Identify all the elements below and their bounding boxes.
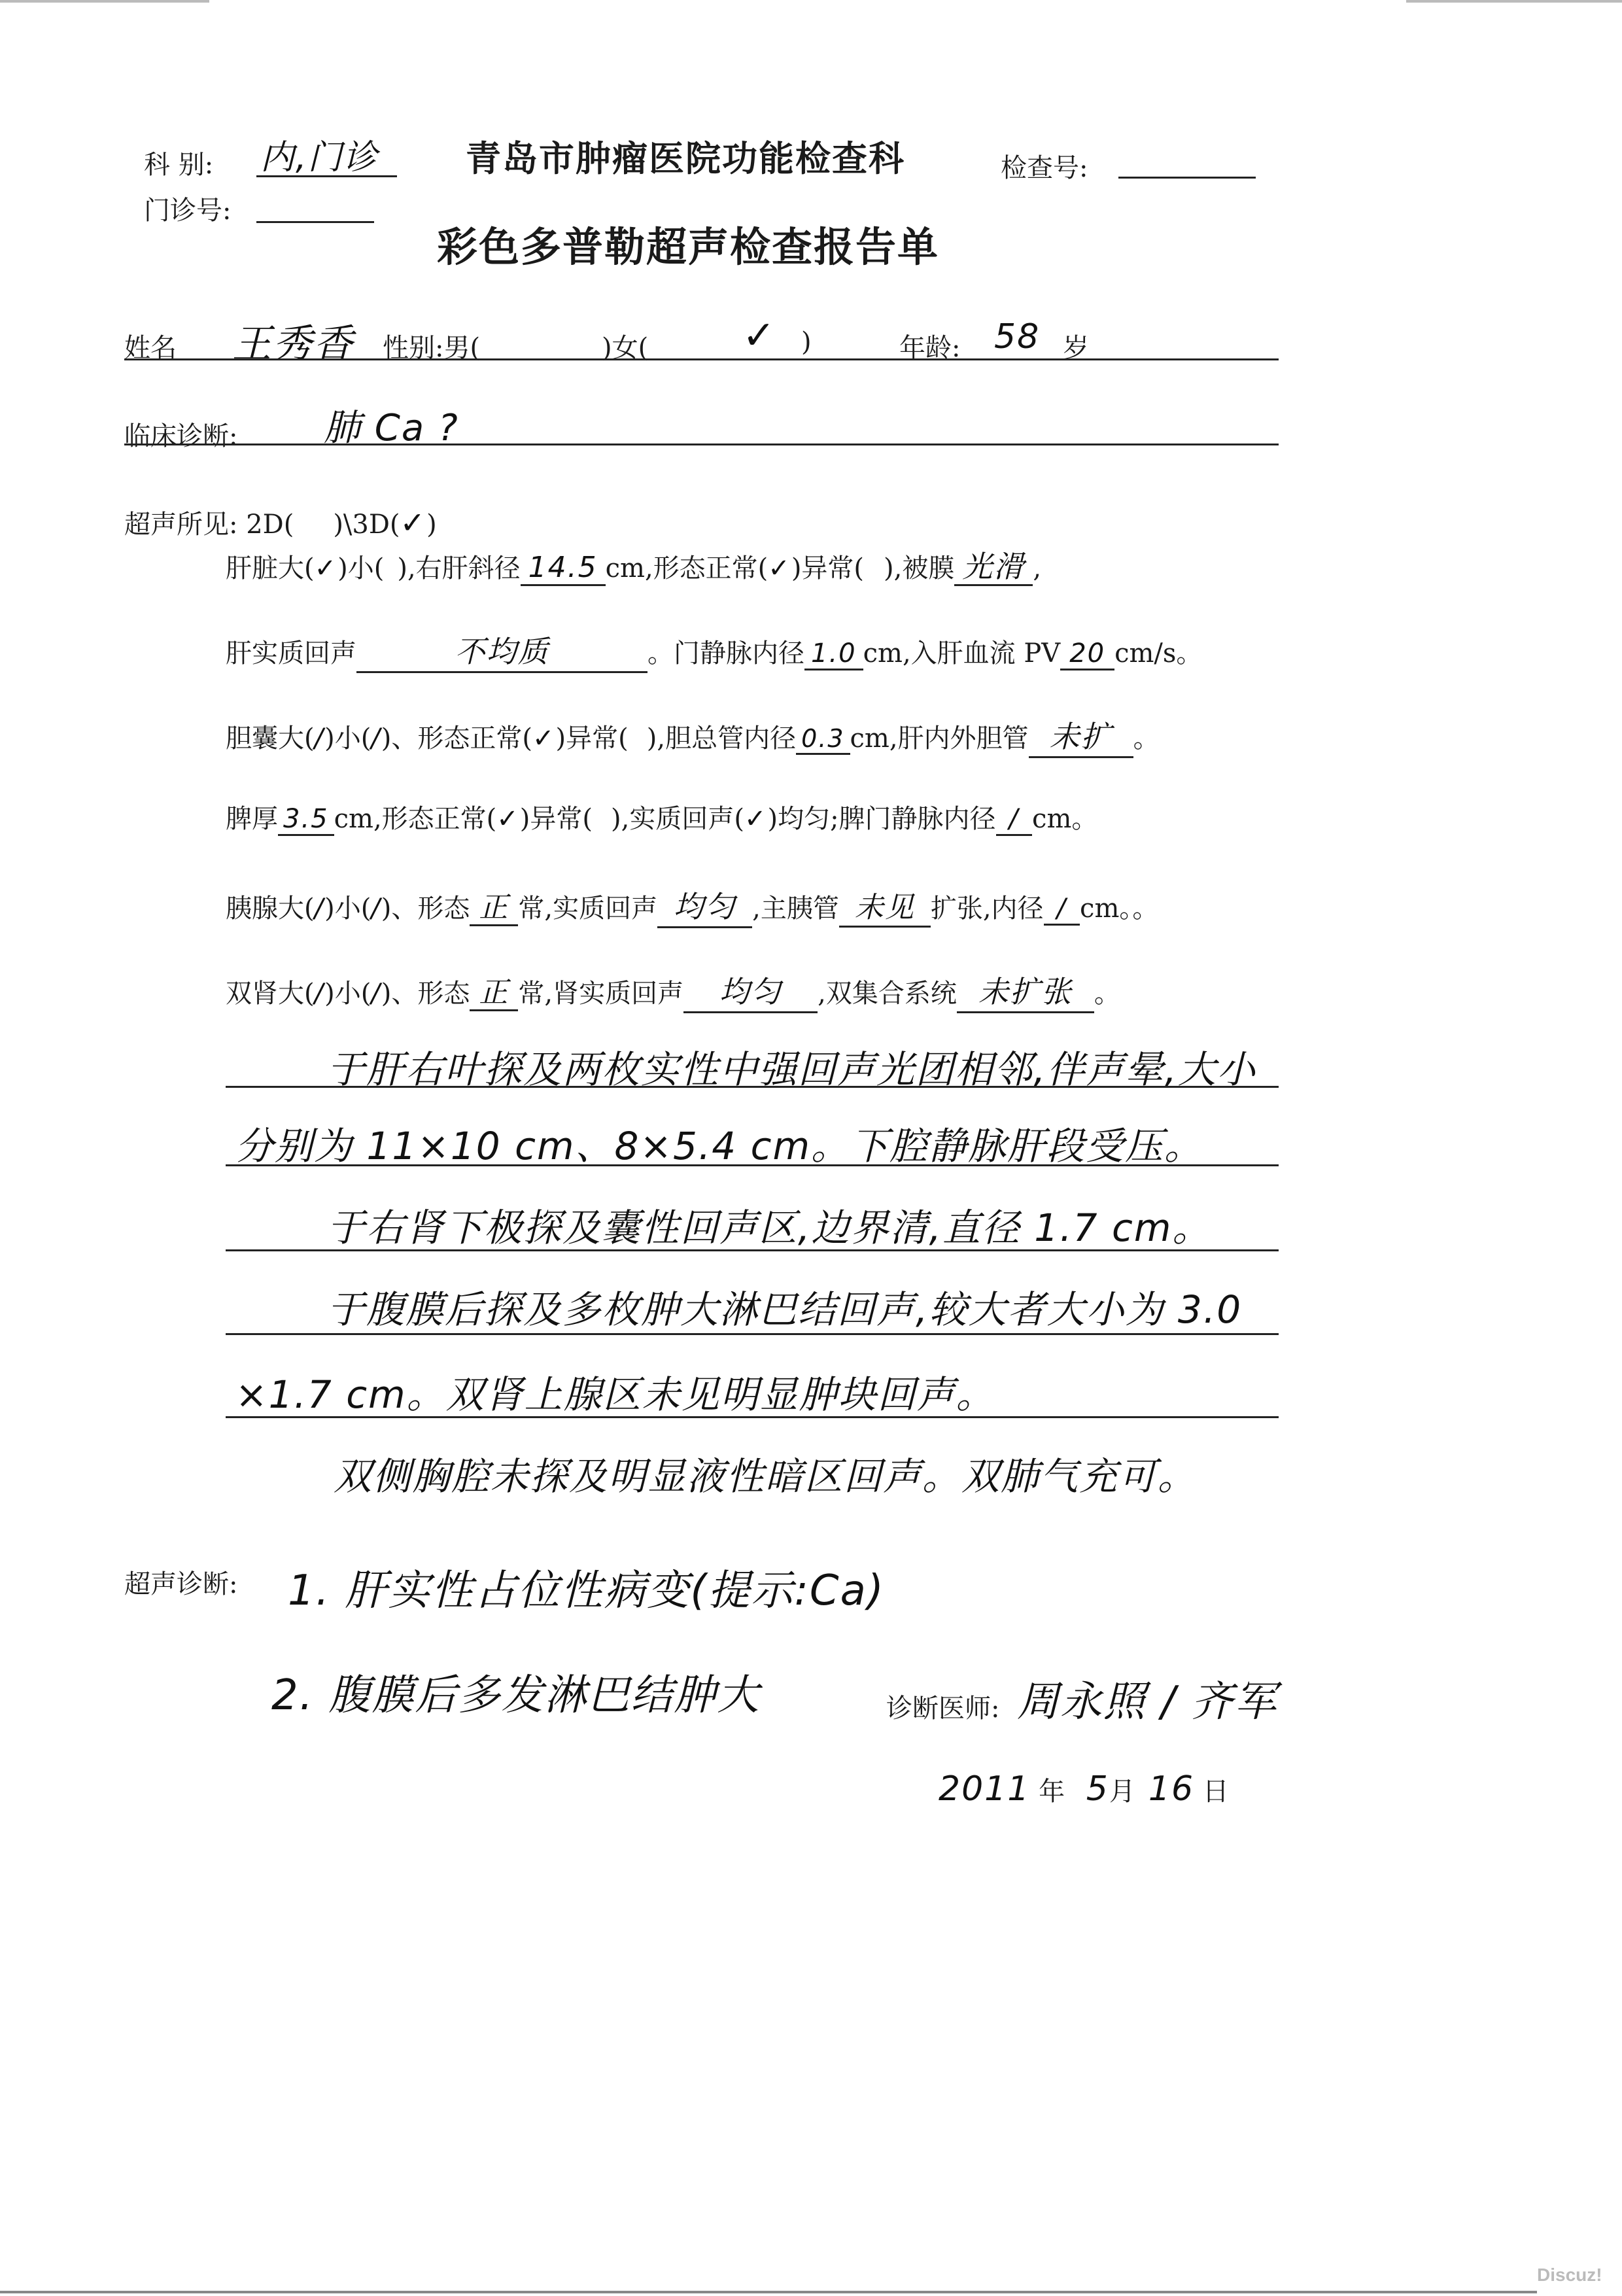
patient-sex-close: ) (801, 327, 812, 357)
hospital-name: 青岛市肿瘤医院功能检查科 (466, 137, 905, 179)
pancreas-echo-label: 常,实质回声 (518, 894, 658, 924)
pancreas-line (226, 883, 1158, 928)
kidney-line (226, 968, 1120, 1013)
spleen-normal-label: cm,形态正常( (334, 804, 497, 834)
parenchyma-echo-value: 不均质 (356, 628, 647, 673)
liver-line-end: , (1033, 553, 1042, 583)
patient-name-label: 姓名 (124, 333, 177, 363)
clinical-diagnosis-rule (124, 444, 1279, 445)
bile-ducts-value: 未扩 (1029, 713, 1133, 758)
pancreas-small-value: / (371, 894, 381, 924)
scan-edge-bottom (0, 2291, 1537, 2293)
exam-number-label: 检查号: (1001, 153, 1088, 183)
gallbladder-abnormal-label: )异常( (555, 723, 629, 754)
patient-line-rule (124, 358, 1279, 360)
kidney-small-label: )小( (324, 979, 371, 1009)
splenic-vein-label: )均匀;脾门静脉内径 (767, 804, 996, 834)
finding-rule-3 (226, 1249, 1279, 1251)
diagnosis-item-2: 2. 腹膜后多发淋巴结肿大 (271, 1671, 761, 1720)
finding-rule-1 (226, 1086, 1279, 1088)
patient-sex-mid: )女( (602, 333, 649, 363)
gallbladder-big-value: / (314, 723, 325, 754)
kidney-echo-value: 均匀 (683, 968, 818, 1013)
findings-header-label: 超声所见: 2D( (124, 510, 294, 540)
collecting-system-value: 未扩张 (957, 968, 1094, 1013)
date-day: 16 (1148, 1769, 1195, 1809)
pv-flow-value: 20 (1060, 638, 1114, 670)
spleen-echo-value: ✓ (744, 804, 768, 834)
pancreatic-duct-value: 未见 (839, 884, 931, 928)
kidney-big-value: / (314, 979, 325, 1009)
findings-header-close: ) (426, 510, 437, 540)
watermark-text: Discuz! (1537, 2265, 1602, 2285)
date-month-unit: 月 (1109, 1777, 1135, 1807)
liver-diameter-label: ),右肝斜径 (397, 553, 521, 583)
pv-flow-label: cm,入肝血流 PV (863, 638, 1061, 669)
spleen-echo-label: ),实质回声( (611, 804, 744, 834)
liver-capsule-value: 光滑 (954, 549, 1033, 586)
liver-diameter-value: 14.5 (521, 551, 606, 586)
scan-edge-top-left (0, 0, 209, 3)
finding-note-1: 于肝右叶探及两枚实性中强回声光团相邻,伴声晕,大小 (327, 1047, 1256, 1092)
gallbladder-small-label: )小( (324, 723, 371, 754)
findings-header (124, 504, 437, 541)
finding-rule-5 (226, 1416, 1279, 1418)
clinical-diagnosis-value: 肺 Ca ? (324, 407, 459, 449)
bile-ducts-label: cm,肝内外胆管 (850, 723, 1029, 754)
pancreatic-duct-inner-value: / (1044, 894, 1080, 926)
spleen-line (226, 798, 1097, 835)
finding-note-2: 分别为 11×10 cm、8×5.4 cm。下腔静脉肝段受压。 (235, 1124, 1204, 1168)
cbd-label: ),胆总管内径 (646, 723, 797, 754)
spleen-thickness-value: 3.5 (278, 804, 334, 836)
kidney-shape-value: 正 (470, 976, 518, 1011)
exam-number-field (1118, 145, 1256, 179)
patient-age-unit: 岁 (1063, 333, 1089, 363)
pancreas-line-end: cm。。 (1080, 894, 1159, 924)
kidney-big-label: 双肾大( (226, 979, 315, 1009)
finding-note-3: 于右肾下极探及囊性回声区,边界清,直径 1.7 cm。 (327, 1206, 1212, 1250)
clinical-diagnosis-label: 临床诊断: (124, 421, 238, 451)
pancreatic-duct-inner-label: 扩张,内径 (930, 894, 1044, 924)
liver-big-label: 肝脏大( (226, 553, 315, 583)
pancreas-shape-label: )、形态 (381, 894, 470, 924)
finding-note-4: 于腹膜后探及多枚肿大淋巴结回声,较大者大小为 3.0 (327, 1287, 1243, 1332)
patient-sex-female-check: ✓ (742, 313, 777, 358)
pancreas-small-label: )小( (324, 894, 371, 924)
finding-note-5: ×1.7 cm。双肾上腺区未见明显肿块回声。 (235, 1372, 995, 1417)
gallbladder-line-end: 。 (1133, 723, 1160, 754)
findings-3d-check: ✓ (400, 505, 427, 540)
kidney-line-end: 。 (1094, 979, 1120, 1009)
spleen-normal-value: ✓ (496, 804, 520, 834)
patient-age-label: 年龄: (899, 333, 961, 363)
kidney-small-value: / (371, 979, 381, 1009)
patient-age-value: 58 (994, 317, 1041, 357)
doctor-label: 诊断医师: (886, 1694, 1000, 1724)
gallbladder-small-value: / (371, 723, 381, 754)
liver-small-label: )小( (337, 553, 385, 583)
patient-sex-label: 性别:男( (383, 333, 481, 363)
cbd-value: 0.3 (796, 724, 850, 755)
diagnosis-label: 超声诊断: (124, 1569, 238, 1599)
splenic-vein-value: / (996, 804, 1032, 836)
pancreas-shape-value: 正 (470, 891, 518, 926)
date-month: 5 (1086, 1769, 1109, 1809)
date-day-unit: 日 (1202, 1777, 1229, 1807)
pancreas-echo-value: 均匀 (657, 883, 752, 928)
date-year-unit: 年 (1039, 1777, 1065, 1807)
spleen-thickness-label: 脾厚 (226, 804, 278, 834)
gallbladder-normal-label: )、形态正常( (381, 723, 533, 754)
pv-flow-unit: cm/s。 (1114, 638, 1203, 669)
pancreatic-duct-label: ,主胰管 (752, 894, 839, 924)
spleen-abnormal-label: )异常( (519, 804, 593, 834)
collecting-system-label: ,双集合系统 (818, 979, 957, 1009)
department-value: 内,门诊 (260, 138, 379, 177)
liver-normal-value: ✓ (768, 553, 791, 583)
portal-vein-value: 1.0 (804, 638, 863, 670)
department-label: 科 别: (144, 150, 214, 180)
outpatient-number-field (256, 190, 374, 223)
outpatient-number-label: 门诊号: (144, 196, 232, 226)
finding-rule-2 (226, 1164, 1279, 1166)
liver-normal-label: cm,形态正常( (605, 553, 768, 583)
report-title: 彩色多普勒超声检查报告单 (437, 223, 940, 271)
finding-rule-4 (226, 1333, 1279, 1335)
gallbladder-normal-value: ✓ (532, 723, 556, 754)
diagnosis-item-1: 1. 肝实性占位性病变(提示:Ca) (288, 1567, 885, 1615)
parenchyma-line (226, 628, 1202, 673)
kidney-echo-label: 常,肾实质回声 (518, 979, 684, 1009)
liver-capsule-label: ),被膜 (884, 553, 955, 583)
parenchyma-echo-label: 肝实质回声 (226, 638, 356, 669)
gallbladder-big-label: 胆囊大( (226, 723, 315, 754)
patient-name-value: 王秀香 (232, 321, 354, 367)
report-date (939, 1769, 1229, 1809)
liver-line (226, 543, 1041, 586)
scan-edge-top-right (1406, 0, 1622, 3)
pancreas-big-value: / (314, 894, 325, 924)
liver-abnormal-label: )异常( (791, 553, 865, 583)
date-year: 2011 (939, 1769, 1031, 1809)
splenic-vein-unit: cm。 (1032, 804, 1098, 834)
doctor-signature: 周永照 / 齐军 (1017, 1678, 1278, 1726)
kidney-shape-label: )、形态 (381, 979, 470, 1009)
portal-vein-label: 。门静脉内径 (647, 638, 804, 669)
liver-big-value: ✓ (314, 553, 338, 583)
gallbladder-line (226, 713, 1160, 758)
pancreas-big-label: 胰腺大( (226, 894, 315, 924)
finding-note-6: 双侧胸腔未探及明显液性暗区回声。双肺气充可。 (334, 1454, 1198, 1499)
findings-header-mid: )\3D( (333, 510, 400, 540)
